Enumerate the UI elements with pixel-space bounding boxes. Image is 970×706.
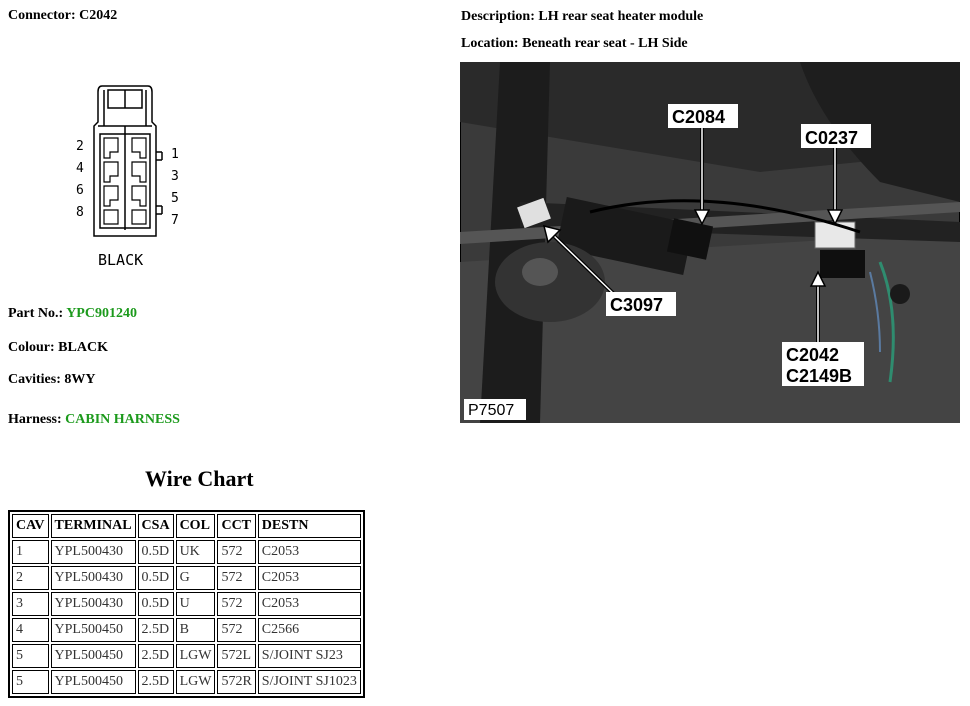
colour-value: BLACK <box>58 340 108 355</box>
table-cell: YPL500430 <box>51 540 136 564</box>
table-body <box>12 540 361 694</box>
table-cell: 0.5D <box>138 540 174 564</box>
connector-field <box>8 8 117 24</box>
table-cell: 0.5D <box>138 566 174 590</box>
table-cell: S/JOINT SJ23 <box>258 644 361 668</box>
table-row <box>12 644 361 668</box>
table-cell: UK <box>176 540 216 564</box>
table-cell: 3 <box>12 592 49 616</box>
callout-c2042: C2042 <box>786 345 840 365</box>
table-header-row <box>12 514 361 538</box>
callout-c2149b: C2149B <box>786 366 853 386</box>
connector-white-plug <box>815 222 855 248</box>
location-label: Location: <box>461 36 519 51</box>
column-header: CAV <box>12 514 49 538</box>
colour-field <box>8 340 108 356</box>
table-cell: 572 <box>217 618 255 642</box>
table-cell: C2053 <box>258 540 361 564</box>
table-row <box>12 540 361 564</box>
callout-c0237: C0237 <box>805 128 859 148</box>
callout-c2084: C2084 <box>672 107 726 127</box>
part-no-label: Part No.: <box>8 306 64 321</box>
pin-number-1: 1 <box>171 147 179 162</box>
pin-number-2: 2 <box>76 139 84 154</box>
location-value: Beneath rear seat - LH Side <box>522 36 688 51</box>
connector-value: C2042 <box>79 8 118 23</box>
table-cell: 5 <box>12 670 49 694</box>
connector-label: Connector: <box>8 8 76 23</box>
description-value: LH rear seat heater module <box>538 9 704 24</box>
pin-number-7: 7 <box>171 213 179 228</box>
table-cell: C2053 <box>258 566 361 590</box>
callout-c3097: C3097 <box>610 295 664 315</box>
table-cell: 0.5D <box>138 592 174 616</box>
table-cell: YPL500430 <box>51 592 136 616</box>
table-cell: 2.5D <box>138 670 174 694</box>
part-no-value: YPC901240 <box>66 306 137 321</box>
table-cell: B <box>176 618 216 642</box>
location-field <box>461 36 688 52</box>
table-cell: LGW <box>176 644 216 668</box>
table-cell: 2.5D <box>138 644 174 668</box>
table-row <box>12 592 361 616</box>
table-row <box>12 566 361 590</box>
pin-number-5: 5 <box>171 191 179 206</box>
pin-number-3: 3 <box>171 169 179 184</box>
column-header: TERMINAL <box>51 514 136 538</box>
wire-chart-table <box>8 510 365 698</box>
table-cell: 2.5D <box>138 618 174 642</box>
connector-diagram <box>70 82 200 272</box>
cavities-field <box>8 372 96 388</box>
wire-chart-title: Wire Chart <box>145 466 254 491</box>
table-cell: 572 <box>217 592 255 616</box>
table-cell: S/JOINT SJ1023 <box>258 670 361 694</box>
table-row <box>12 618 361 642</box>
column-header: CSA <box>138 514 174 538</box>
table-cell: YPL500450 <box>51 670 136 694</box>
table-cell: 2 <box>12 566 49 590</box>
cavities-value: 8WY <box>64 372 96 387</box>
table-cell: 4 <box>12 618 49 642</box>
harness-label: Harness: <box>8 412 62 427</box>
pin-number-6: 6 <box>76 183 84 198</box>
table-cell: 572 <box>217 566 255 590</box>
table-cell: 572R <box>217 670 255 694</box>
part-no-field <box>8 306 137 322</box>
table-cell: C2566 <box>258 618 361 642</box>
table-cell: LGW <box>176 670 216 694</box>
description-label: Description: <box>461 9 535 24</box>
column-header: CCT <box>217 514 255 538</box>
colour-label: Colour: <box>8 340 55 355</box>
connector-colour-caption: BLACK <box>98 251 144 269</box>
table-row <box>12 670 361 694</box>
table-cell: YPL500430 <box>51 566 136 590</box>
column-header: DESTN <box>258 514 361 538</box>
harness-field <box>8 412 180 428</box>
table-cell: C2053 <box>258 592 361 616</box>
table-cell: YPL500450 <box>51 618 136 642</box>
cavities-label: Cavities: <box>8 372 61 387</box>
column-header: COL <box>176 514 216 538</box>
pin-number-8: 8 <box>76 205 84 220</box>
location-photo <box>460 62 960 423</box>
table-cell: 572 <box>217 540 255 564</box>
figure-id: P7507 <box>468 402 515 419</box>
description-field <box>461 9 703 25</box>
table-cell: U <box>176 592 216 616</box>
harness-value: CABIN HARNESS <box>65 412 180 427</box>
pin-number-4: 4 <box>76 161 84 176</box>
table-cell: G <box>176 566 216 590</box>
table-cell: 5 <box>12 644 49 668</box>
table-cell: YPL500450 <box>51 644 136 668</box>
table-cell: 572L <box>217 644 255 668</box>
table-cell: 1 <box>12 540 49 564</box>
